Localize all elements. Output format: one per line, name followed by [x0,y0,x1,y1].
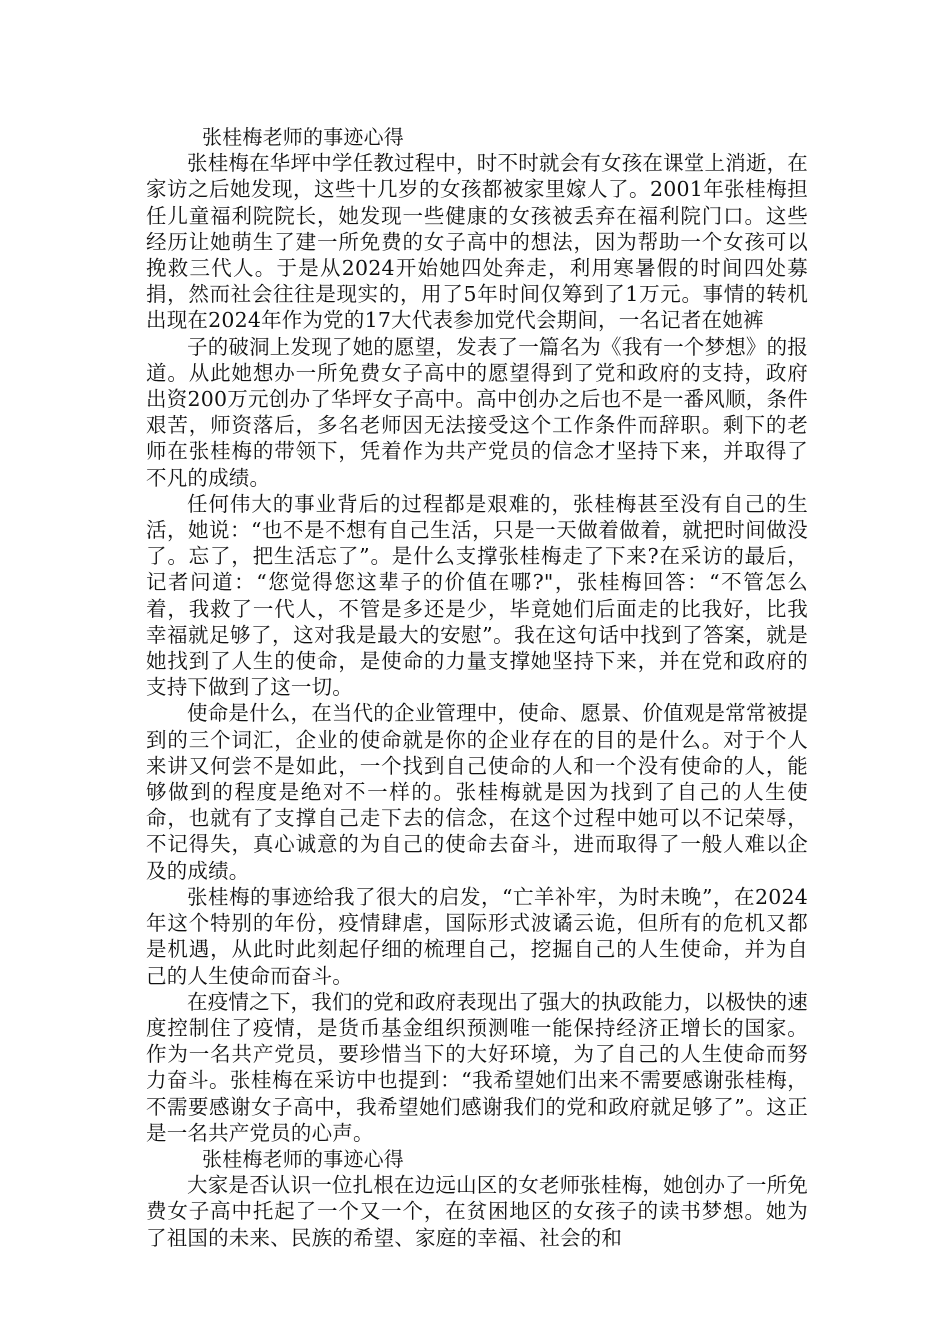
essay-title: 张桂梅老师的事迹心得 [202,1146,404,1171]
paragraph: 大家是否认识一位扎根在边远山区的女老师张桂梅，她创办了一所免费女子高中托起了一个又一个，在贫困地区的女孩子的读书梦想。她为了祖国的未来、民族的希望、家庭的幸福、社会的和 [146,1173,808,1250]
essay-title: 张桂梅老师的事迹心得 [202,125,404,149]
document-body [146,124,808,1251]
paragraph: 任何伟大的事业背后的过程都是艰难的，张桂梅甚至没有自己的生活，她说：“也不是不想有自己生活，只是一天做着做着，就把时间做没了。忘了，把生活忘了”。是什么支撑张桂梅走了下来?在采访的最后，记者问道：“您觉得您这辈子的价值在哪?"，张桂梅回答：“不管怎么着，我救了一代人，不管是多还是少，毕竟她们后面走的比我好，比我幸福就足够了，这对我是最大的安慰”。我在这句话中找到了答案，就是她找到了人生的使命，是使命的力量支撑她坚持下来，并在党和政府的支持下做到了这一切。 [146,491,808,700]
paragraph: 张桂梅在华坪中学任教过程中，时不时就会有女孩在课堂上消逝，在家访之后她发现，这些十几岁的女孩都被家里嫁人了。2001年张桂梅担任儿童福利院院长，她发现一些健康的女孩被丢弃在福利院门口。这些经历让她萌生了建一所免费的女子高中的想法，因为帮助一个女孩可以挽救三代人。于是从2024开始她四处奔走，利用寒暑假的时间四处募捐，然而社会往往是现实的，用了5年时间仅筹到了1万元。事情的转机出现在2024年作为党的17大代表参加党代会期间，一名记者在她裤 [146,151,808,333]
paragraph: 子的破洞上发现了她的愿望，发表了一篇名为《我有一个梦想》的报道。从此她想办一所免费女子高中的愿望得到了党和政府的支持，政府出资200万元创办了华坪女子高中。高中创办之后也不是一番风顺，条件艰苦，师资落后，多名老师因无法接受这个工作条件而辞职。剩下的老师在张桂梅的带领下，凭着作为共产党员的信念才坚持下来，并取得了不凡的成绩。 [146,334,808,490]
paragraph: 使命是什么，在当代的企业管理中，使命、愿景、价值观是常常被提到的三个词汇，企业的使命就是你的企业存在的目的是什么。对于个人来讲又何尝不是如此，一个找到自己使命的人和一个没有使命的人，能够做到的程度是绝对不一样的。张桂梅就是因为找到了自己的人生使命，也就有了支撑自己走下去的信念，在这个过程中她可以不记荣辱，不记得失，真心诚意的为自己的使命去奋斗，进而取得了一般人难以企及的成绩。 [146,701,808,883]
paragraph: 在疫情之下，我们的党和政府表现出了强大的执政能力，以极快的速度控制住了疫情，是货币基金组织预测唯一能保持经济正增长的国家。作为一名共产党员，要珍惜当下的大好环境，为了自己的人生使命而努力奋斗。张桂梅在采访中也提到：“我希望她们出来不需要感谢张桂梅，不需要感谢女子高中，我希望她们感谢我们的党和政府就足够了”。这正是一名共产党员的心声。 [146,989,808,1145]
paragraph: 张桂梅的事迹给我了很大的启发，“亡羊补牢，为时未晚”，在2024年这个特别的年份，疫情肆虐，国际形式波谲云诡，但所有的危机又都是机遇，从此时此刻起仔细的梳理自己，挖掘自己的人生使命，并为自己的人生使命而奋斗。 [146,884,808,988]
